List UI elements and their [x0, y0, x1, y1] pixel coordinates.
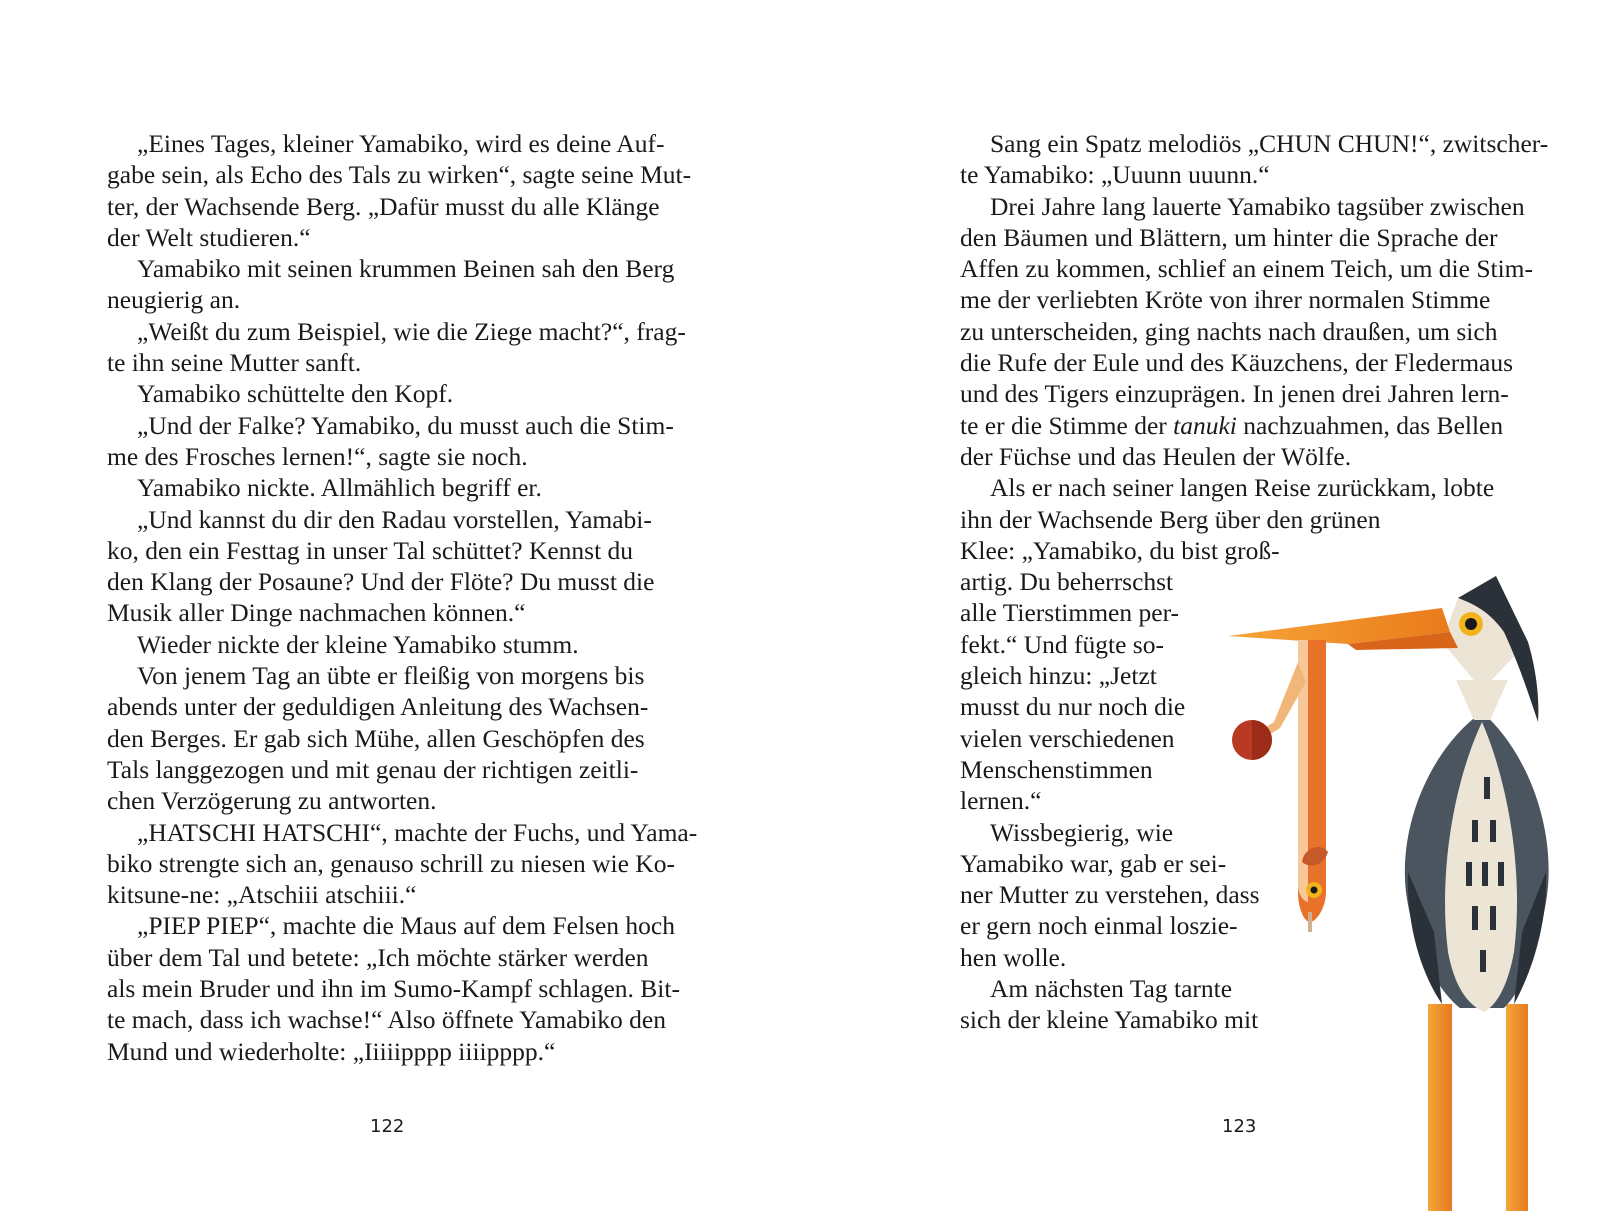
heron-illustration — [1228, 572, 1558, 1211]
text-line: über dem Tal und betete: „Ich möchte stärker werden — [107, 942, 649, 972]
text-line — [960, 378, 1548, 409]
heron-leg-right — [1506, 1004, 1528, 1211]
text-line — [960, 472, 1548, 503]
text-line: „PIEP PIEP“, machte die Maus auf dem Felsen hoch — [137, 911, 675, 941]
text-segment: te Yamabiko: „Uuunn uuunn.“ — [960, 160, 1270, 190]
text-line — [960, 504, 1548, 535]
text-line: „Eines Tages, kleiner Yamabiko, wird es deine Auf- — [137, 129, 665, 158]
text-segment: sich der kleine Yamabiko mit — [960, 1005, 1259, 1035]
text-line: abends unter der geduldigen Anleitung des Wachsen- — [107, 692, 649, 722]
text-segment: lernen.“ — [960, 786, 1042, 816]
text-segment: Wissbegierig, wie — [990, 817, 1174, 847]
text-line — [960, 535, 1548, 566]
text-segment: gleich hinzu: „Jetzt — [960, 661, 1157, 691]
text-segment: alle Tierstimmen per- — [960, 598, 1180, 628]
text-line — [960, 159, 1548, 190]
text-line: Yamabiko mit seinen krummen Beinen sah den Berg — [137, 254, 675, 284]
text-segment: vielen verschiedenen — [960, 723, 1175, 753]
italic-word: tanuki — [1173, 410, 1237, 440]
text-line: Wieder nickte der kleine Yamabiko stumm. — [137, 629, 579, 659]
text-line — [960, 128, 1548, 159]
text-line: te ihn seine Mutter sanft. — [107, 348, 362, 378]
text-line: chen Verzögerung zu antworten. — [107, 786, 437, 816]
text-line: kitsune-ne: „Atschiii atschiii.“ — [107, 880, 417, 910]
text-line: biko strengte sich an, genauso schrill zu niesen wie Ko- — [107, 848, 675, 878]
text-line: ter, der Wachsende Berg. „Dafür musst du alle Klänge — [107, 191, 660, 221]
text-segment: me der verliebten Kröte von ihrer normalen Stimme — [960, 285, 1491, 315]
text-line: Tals langgezogen und mit genau der richtigen zeitli- — [107, 754, 639, 784]
text-segment: hen wolle. — [960, 942, 1067, 972]
text-line: „HATSCHI HATSCHI“, machte der Fuchs, und Yama- — [137, 817, 698, 847]
text-line — [960, 253, 1548, 284]
text-segment: zu unterscheiden, ging nachts nach draußen, um sich — [960, 316, 1498, 346]
text-segment: der Füchse und das Heulen der Wölfe. — [960, 441, 1352, 471]
heron-leg-left — [1428, 1004, 1452, 1211]
text-line — [960, 441, 1548, 472]
text-line — [960, 347, 1548, 378]
text-segment: artig. Du beherrschst — [960, 567, 1174, 597]
text-segment: Als er nach seiner langen Reise zurückkam, lobte — [990, 473, 1495, 503]
text-line: als mein Bruder und ihn im Sumo-Kampf schlagen. Bit- — [107, 974, 680, 1004]
text-line: neugierig an. — [107, 285, 241, 315]
text-segment: und des Tigers einzuprägen. In jenen drei Jahren lern- — [960, 379, 1509, 409]
text-line: den Berges. Er gab sich Mühe, allen Geschöpfen des — [107, 723, 645, 753]
text-line: te mach, dass ich wachse!“ Also öffnete Yamabiko den — [107, 1005, 666, 1035]
text-segment: Drei Jahre lang lauerte Yamabiko tagsüber zwischen — [990, 191, 1525, 221]
text-segment: nachzuahmen, das Bellen — [1236, 410, 1504, 440]
text-segment: er gern noch einmal loszie- — [960, 911, 1238, 941]
text-segment: Am nächsten Tag tarnte — [990, 974, 1233, 1004]
text-line: „Und der Falke? Yamabiko, du musst auch die Stim- — [137, 410, 674, 440]
text-line: ko, den ein Festtag in unser Tal schüttet? Kennst du — [107, 535, 634, 565]
text-line: den Klang der Posaune? Und der Flöte? Du musst die — [107, 567, 655, 597]
text-line: Musik aller Dinge nachmachen können.“ — [107, 598, 526, 628]
text-segment: Klee: „Yamabiko, du bist groß- — [960, 535, 1280, 565]
text-line: Von jenem Tag an übte er fleißig von morgens bis — [137, 661, 645, 691]
text-line: Mund und wiederholte: „Iiiiipppp iiiipppp.“ — [107, 1036, 556, 1066]
text-segment: Affen zu kommen, schlief an einem Teich, um die Stim- — [960, 254, 1534, 284]
text-segment: musst du nur noch die — [960, 692, 1186, 722]
page-number-left: 122 — [370, 1116, 405, 1137]
left-page-text — [107, 128, 697, 1067]
text-line: Yamabiko schüttelte den Kopf. — [137, 379, 454, 409]
text-line: „Und kannst du dir den Radau vorstellen, Yamabi- — [137, 504, 652, 534]
text-segment: ihn der Wachsende Berg über den grünen — [960, 504, 1381, 534]
text-segment: Sang ein Spatz melodiös „CHUN CHUN!“, zwitscher- — [990, 129, 1549, 158]
text-segment: Yamabiko war, gab er sei- — [960, 848, 1227, 878]
page-number-right: 123 — [1222, 1116, 1257, 1137]
fish-pupil-icon — [1311, 887, 1318, 894]
text-line — [960, 222, 1548, 253]
text-segment: te er die Stimme der — [960, 410, 1174, 440]
text-line: gabe sein, als Echo des Tals zu wirken“, sagte seine Mut- — [107, 160, 692, 190]
text-segment: ner Mutter zu verstehen, dass — [960, 880, 1260, 910]
text-line: Yamabiko nickte. Allmählich begriff er. — [137, 473, 542, 503]
text-line — [960, 284, 1548, 315]
text-line — [960, 191, 1548, 222]
text-line: der Welt studieren.“ — [107, 222, 311, 252]
heron-pupil — [1465, 618, 1477, 630]
text-segment: fekt.“ Und fügte so- — [960, 629, 1164, 659]
text-line — [960, 316, 1548, 347]
text-segment: Menschenstimmen — [960, 754, 1153, 784]
text-line: me des Frosches lernen!“, sagte sie noch. — [107, 441, 528, 471]
text-segment: die Rufe der Eule und des Käuzchens, der Fledermaus — [960, 348, 1514, 378]
text-line: „Weißt du zum Beispiel, wie die Ziege macht?“, frag- — [137, 316, 686, 346]
fish-tail-icon — [1308, 912, 1312, 932]
text-segment: den Bäumen und Blättern, um hinter die Sprache der — [960, 222, 1498, 252]
text-line — [960, 410, 1548, 441]
